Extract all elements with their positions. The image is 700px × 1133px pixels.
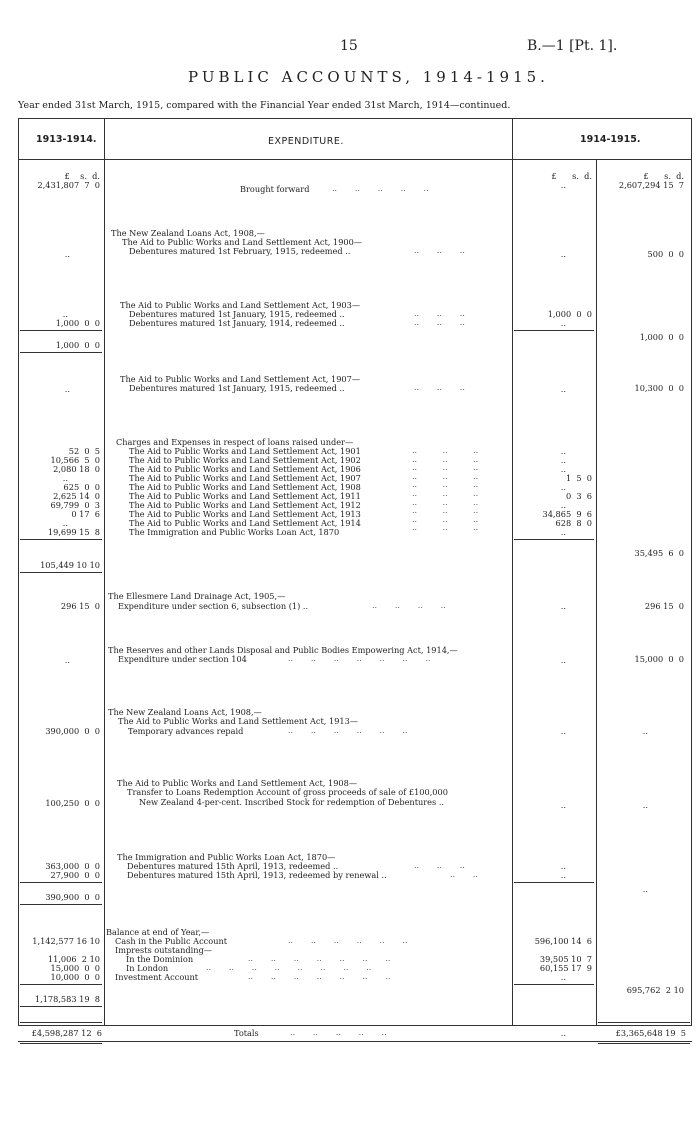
balance-heading: Balance at end of Year,— bbox=[106, 927, 210, 937]
balance-london: In London bbox=[126, 963, 169, 973]
aid-1900-right: 500 0 0 bbox=[647, 249, 684, 259]
right-col-rule bbox=[596, 160, 597, 1025]
balance-imprests: Imprests outstanding— bbox=[115, 945, 212, 955]
aid-1908-right: .. bbox=[642, 800, 648, 810]
aid-1908-mid: .. bbox=[560, 800, 566, 810]
charges-right: 35,495 6 0 bbox=[634, 548, 684, 558]
aid-1908-heading: The Aid to Public Works and Land Settlement Act, 1908— bbox=[117, 778, 358, 788]
aid-1903-item-1: Debentures matured 1st January, 1915, redeemed .. bbox=[129, 309, 345, 319]
aid-1913-mid: .. bbox=[560, 726, 566, 736]
aid-1913-heading: The Aid to Public Works and Land Settlement Act, 1913— bbox=[118, 716, 359, 726]
charges-prev: 625 0 0 bbox=[63, 482, 100, 492]
charges-item: The Aid to Public Works and Land Settlement Act, 1908 bbox=[129, 482, 361, 492]
charges-prev: 19,699 15 8 bbox=[47, 527, 100, 537]
aid-1903-right: 1,000 0 0 bbox=[639, 332, 684, 342]
charges-item: The Aid to Public Works and Land Settlement Act, 1901 bbox=[129, 446, 361, 456]
brought-forward-right: 2,607,294 15 7 bbox=[618, 180, 684, 190]
totals-bottom-rule bbox=[18, 1041, 692, 1042]
prev-col-rule bbox=[104, 118, 105, 1025]
balance-right: 695,762 2 10 bbox=[626, 985, 684, 995]
aid-1908-prev: 100,250 0 0 bbox=[45, 798, 100, 808]
aid-1907-item: Debentures matured 1st January, 1915, redeemed .. bbox=[129, 383, 345, 393]
header-bottom-rule bbox=[18, 159, 692, 160]
balance-dominion: In the Dominion bbox=[126, 954, 194, 964]
charges-heading: Charges and Expenses in respect of loans raised under— bbox=[116, 437, 354, 447]
charges-mid: 628 8 0 bbox=[555, 518, 592, 528]
ellesmere-right: 296 15 0 bbox=[644, 601, 684, 611]
charges-item: The Aid to Public Works and Land Settlement Act, 1907 bbox=[129, 473, 361, 483]
balance-mid-london: 60,155 17 9 bbox=[539, 963, 592, 973]
balance-prev-dominion: 11,006 2 10 bbox=[47, 954, 100, 964]
totals-label: Totals bbox=[234, 1028, 259, 1038]
aid-1903-prev-1: .. bbox=[62, 309, 68, 319]
charges-mid: 34,865 9 6 bbox=[542, 509, 592, 519]
balance-mid-cash: 596,100 14 6 bbox=[534, 936, 592, 946]
reserves-mid: .. bbox=[560, 655, 566, 665]
aid-1903-prev-total: 1,000 0 0 bbox=[55, 340, 100, 350]
charges-prev: 2,080 18 0 bbox=[53, 464, 100, 474]
brought-forward-label: Brought forward bbox=[240, 184, 310, 194]
totals-prev: £4,598,287 12 6 bbox=[31, 1028, 102, 1038]
aid-1907-mid: .. bbox=[560, 384, 566, 394]
charges-item: The Aid to Public Works and Land Settlement Act, 1911 bbox=[129, 491, 361, 501]
aid-1908-line-2: New Zealand 4-per-cent. Inscribed Stock for redemption of Debentures .. bbox=[139, 797, 445, 807]
charges-prev: 69,799 0 3 bbox=[50, 500, 100, 510]
table-top-rule bbox=[18, 118, 692, 119]
charges-item: The Aid to Public Works and Land Settlement Act, 1906 bbox=[129, 464, 361, 474]
page-subtitle: Year ended 31st March, 1915, compared with the Financial Year ended 31st March, 1914—continued. bbox=[18, 100, 511, 111]
expenditure-header: EXPENDITURE. bbox=[268, 136, 344, 147]
curr-year-header: 1914-1915. bbox=[580, 134, 641, 145]
nz-loans-1913-heading: The New Zealand Loans Act, 1908,— bbox=[108, 707, 262, 717]
immigration-prev-total: 390,900 0 0 bbox=[45, 892, 100, 902]
aid-1907-right: 10,300 0 0 bbox=[634, 383, 684, 393]
aid-1900-heading: The Aid to Public Works and Land Settlement Act, 1900— bbox=[122, 237, 363, 247]
charges-mid: .. bbox=[560, 464, 566, 474]
charges-prev: 0 17 6 bbox=[71, 509, 100, 519]
table-left-rule bbox=[18, 118, 19, 1025]
ellesmere-item: Expenditure under section 6, subsection (1) .. bbox=[118, 601, 309, 611]
aid-1913-prev: 390,000 0 0 bbox=[45, 726, 100, 736]
charges-mid: 1 5 0 bbox=[565, 473, 592, 483]
aid-1913-right: .. bbox=[642, 726, 648, 736]
charges-prev-total: 105,449 10 10 bbox=[40, 560, 100, 570]
ellesmere-prev: 296 15 0 bbox=[60, 601, 100, 611]
brought-forward-prev: 2,431,807 7 0 bbox=[37, 180, 100, 190]
balance-cash: Cash in the Public Account bbox=[115, 936, 228, 946]
charges-mid: 0 3 6 bbox=[565, 491, 592, 501]
aid-1903-mid-1: 1,000 0 0 bbox=[547, 309, 592, 319]
aid-1913-item: Temporary advances repaid bbox=[128, 726, 244, 736]
document-reference: B.—1 [Pt. 1]. bbox=[527, 38, 618, 54]
aid-1903-item-2: Debentures matured 1st January, 1914, redeemed .. bbox=[129, 318, 345, 328]
immigration-prev-1: 363,000 0 0 bbox=[45, 861, 100, 871]
aid-1903-heading: The Aid to Public Works and Land Settlement Act, 1903— bbox=[120, 300, 361, 310]
balance-prev-cash: 1,142,577 16 10 bbox=[32, 936, 100, 946]
aid-1908-line-1: Transfer to Loans Redemption Account of gross proceeds of sale of £100,000 bbox=[127, 787, 448, 797]
charges-item: The Aid to Public Works and Land Settlement Act, 1902 bbox=[129, 455, 361, 465]
immigration-mid-1: .. bbox=[560, 861, 566, 871]
charges-mid: .. bbox=[560, 455, 566, 465]
balance-prev-investment: 10,000 0 0 bbox=[50, 972, 100, 982]
aid-1903-mid-2: .. bbox=[560, 318, 566, 328]
balance-mid-investment: .. bbox=[560, 972, 566, 982]
balance-investment: Investment Account bbox=[115, 972, 199, 982]
aid-1907-prev: .. bbox=[64, 384, 70, 394]
charges-mid: .. bbox=[560, 482, 566, 492]
balance-prev-total: 1,178,583 19 8 bbox=[34, 994, 100, 1004]
aid-1900-item: Debentures matured 1st February, 1915, redeemed .. bbox=[129, 246, 351, 256]
immigration-mid-2: .. bbox=[560, 870, 566, 880]
totals-mid: .. bbox=[560, 1028, 566, 1038]
reserves-prev: .. bbox=[64, 655, 70, 665]
charges-prev: 2,625 14 0 bbox=[53, 491, 100, 501]
immigration-item-2: Debentures matured 15th April, 1913, redeemed by renewal .. bbox=[127, 870, 387, 880]
mid-units: £ s. d. bbox=[551, 171, 592, 181]
immigration-heading: The Immigration and Public Works Loan Act, 1870— bbox=[117, 852, 336, 862]
prev-units: £ s. d. bbox=[64, 171, 100, 181]
charges-mid: .. bbox=[560, 527, 566, 537]
reserves-right: 15,000 0 0 bbox=[634, 654, 684, 664]
aid-1900-mid: .. bbox=[560, 249, 566, 259]
immigration-right: .. bbox=[642, 884, 648, 894]
charges-prev: 10,566 5 0 bbox=[50, 455, 100, 465]
immigration-prev-2: 27,900 0 0 bbox=[50, 870, 100, 880]
reserves-heading: The Reserves and other Lands Disposal and Public Bodies Empowering Act, 1914,— bbox=[108, 645, 458, 655]
mid-col-rule bbox=[512, 118, 513, 1025]
charges-item: The Immigration and Public Works Loan Act, 1870 bbox=[129, 527, 340, 537]
table-bottom-rule bbox=[18, 1025, 692, 1026]
charges-mid: .. bbox=[560, 446, 566, 456]
table-right-rule bbox=[691, 118, 692, 1025]
ellesmere-heading: The Ellesmere Land Drainage Act, 1905,— bbox=[108, 591, 286, 601]
charges-item: The Aid to Public Works and Land Settlement Act, 1914 bbox=[129, 518, 361, 528]
ellesmere-mid: .. bbox=[560, 601, 566, 611]
balance-prev-london: 15,000 0 0 bbox=[50, 963, 100, 973]
aid-1903-prev-2: 1,000 0 0 bbox=[55, 318, 100, 328]
page-number: 15 bbox=[340, 38, 358, 54]
brought-forward-mid: .. bbox=[560, 180, 566, 190]
aid-1900-prev: .. bbox=[64, 249, 70, 259]
charges-prev: 52 0 5 bbox=[68, 446, 100, 456]
page-title: PUBLIC ACCOUNTS, 1914-1915. bbox=[188, 68, 549, 86]
nz-loans-1908-heading: The New Zealand Loans Act, 1908,— bbox=[111, 228, 265, 238]
totals-right: £3,365,648 19 5 bbox=[615, 1028, 686, 1038]
right-units: £ s. d. bbox=[643, 171, 684, 181]
charges-mid: .. bbox=[560, 500, 566, 510]
charges-prev: .. bbox=[62, 473, 68, 483]
immigration-item-1: Debentures matured 15th April, 1913, redeemed .. bbox=[127, 861, 339, 871]
balance-mid-dominion: 39,505 10 7 bbox=[539, 954, 592, 964]
charges-item: The Aid to Public Works and Land Settlement Act, 1912 bbox=[129, 500, 361, 510]
charges-prev: .. bbox=[62, 518, 68, 528]
reserves-item: Expenditure under section 104 bbox=[118, 654, 247, 664]
charges-item: The Aid to Public Works and Land Settlement Act, 1913 bbox=[129, 509, 361, 519]
prev-year-header: 1913-1914. bbox=[36, 134, 97, 145]
aid-1907-heading: The Aid to Public Works and Land Settlement Act, 1907— bbox=[120, 374, 361, 384]
